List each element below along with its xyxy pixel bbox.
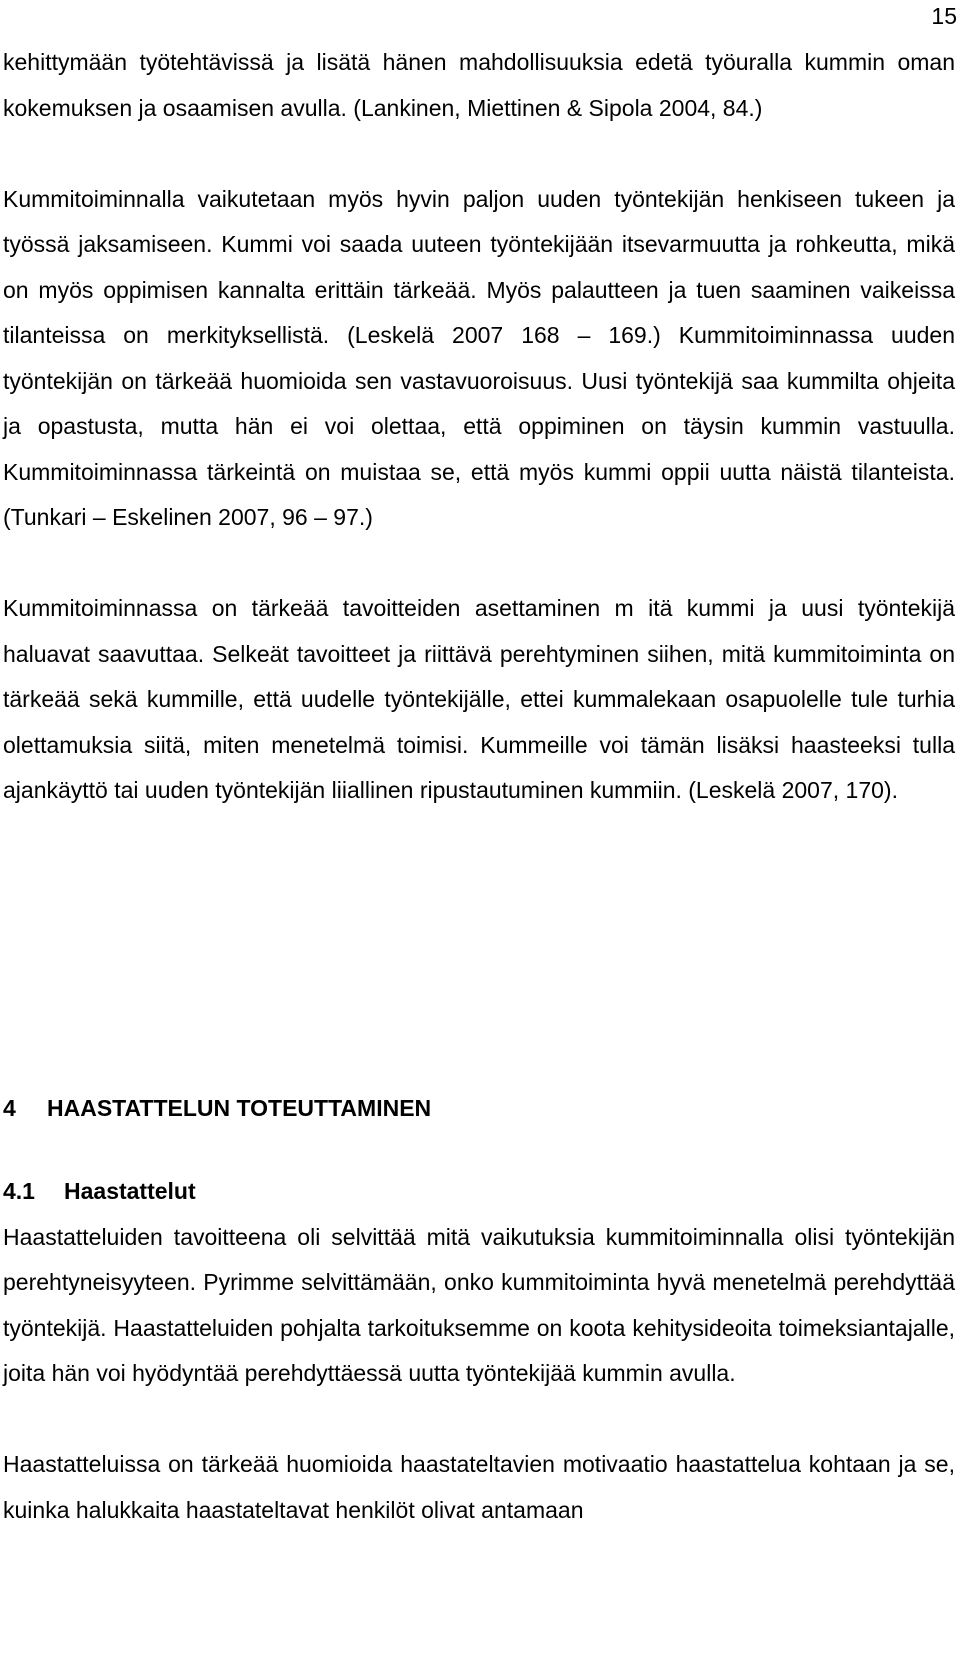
subsection-number: 4.1 xyxy=(3,1178,35,1204)
subsection-heading xyxy=(3,1169,955,1215)
paragraph-2: Kummitoiminnalla vaikutetaan myös hyvin paljon uuden työntekijän henkiseen tukeen ja työssä jaksamiseen. Kummi voi saada uuteen työntekijään itsevarmuutta ja rohkeutta, mikä on myös oppimisen kannalta erittäin tärkeää. Myös palautteen ja tuen saaminen vaikeissa tilanteissa on merkityksellistä. (Leskelä 2007 168 – 169.) Kummitoiminnassa uuden työntekijän on tärkeää huomioida sen vastavuoroisuus. Uusi työntekijä saa kummilta ohjeita ja opastusta, mutta hän ei voi olettaa, että oppiminen on täysin kummin vastuulla. Kummitoiminnassa tärkeintä on muistaa se, että myös kummi oppii uutta näistä tilanteista. (Tunkari – Eskelinen 2007, 96 – 97.) xyxy=(3,185,955,530)
subsection-title: Haastattelut xyxy=(64,1178,196,1204)
paragraph-3: Kummitoiminnassa on tärkeää tavoitteiden asettaminen m itä kummi ja uusi työntekijä haluavat saavuttaa. Selkeät tavoitteet ja riittävä perehtyminen siihen, mitä kummitoiminta on tärkeää sekä kummille, että uudelle työntekijälle, ettei kummalekaan osapuolelle tule turhia olettamuksia siitä, miten menetelmä toimisi. Kummeille voi tämän lisäksi haasteeksi tulla ajankäyttö tai uuden työntekijän liiallinen ripustautuminen kummiin. (Leskelä 2007, 170). xyxy=(3,595,955,803)
paragraph-5: Haastatteluissa on tärkeää huomioida haastateltavien motivaatio haastattelua kohtaan ja se, kuinka halukkaita haastateltavat henkilöt olivat antamaan xyxy=(3,1451,955,1523)
paragraph-spacer xyxy=(3,541,955,587)
section-heading xyxy=(3,1086,955,1132)
section-title: HAASTATTELUN TOTEUTTAMINEN xyxy=(47,1094,432,1121)
document-body xyxy=(3,40,955,1533)
section-number: 4 xyxy=(3,1094,16,1121)
section-spacer xyxy=(3,814,955,1086)
paragraph-spacer xyxy=(3,1397,955,1443)
paragraph-1: kehittymään työtehtävissä ja lisätä hänen mahdollisuuksia edetä työuralla kummin oman kokemuksen ja osaamisen avulla. (Lankinen, Miettinen & Sipola 2004, 84.) xyxy=(3,49,955,121)
paragraph-4: Haastatteluiden tavoitteena oli selvittää mitä vaikutuksia kummitoiminnalla olisi työntekijän perehtyneisyyteen. Pyrimme selvittämään, onko kummitoiminta hyvä menetelmä perehdyttää työntekijä. Haastatteluiden pohjalta tarkoituksemme on koota kehitysideoita toimeksiantajalle, joita hän voi hyödyntää perehdyttäessä uutta työntekijää kummin avulla. xyxy=(3,1223,955,1386)
page-number: 15 xyxy=(931,3,957,29)
paragraph-spacer xyxy=(3,131,955,177)
